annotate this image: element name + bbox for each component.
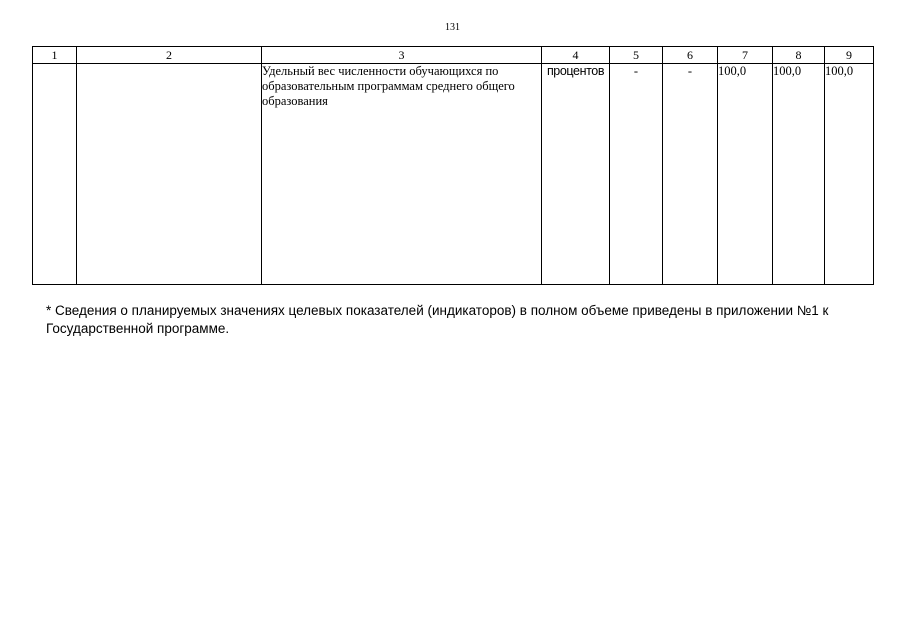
- cell-col1: [33, 64, 77, 285]
- cell-indicator-name: Удельный вес численности обучающихся по образовательным программам среднего общего образования: [262, 64, 542, 285]
- table-row: [33, 64, 874, 285]
- cell-col9: 100,0: [825, 64, 874, 285]
- column-header-4: 4: [542, 47, 610, 64]
- column-header-9: 9: [825, 47, 874, 64]
- cell-col2: [77, 64, 262, 285]
- cell-col7: 100,0: [718, 64, 773, 285]
- cell-unit: процентов: [542, 64, 610, 285]
- footnote: * Сведения о планируемых значениях целевых показателей (индикаторов) в полном объеме приведены в приложении №1 к Государственной программе.: [46, 303, 829, 336]
- cell-col6: -: [663, 64, 718, 285]
- column-header-2: 2: [77, 47, 262, 64]
- column-header-3: 3: [262, 47, 542, 64]
- column-header-8: 8: [773, 47, 825, 64]
- column-header-7: 7: [718, 47, 773, 64]
- column-header-5: 5: [610, 47, 663, 64]
- cell-col8: 100,0: [773, 64, 825, 285]
- cell-col5: -: [610, 64, 663, 285]
- column-header-1: 1: [33, 47, 77, 64]
- column-header-6: 6: [663, 47, 718, 64]
- indicators-table: [32, 46, 874, 285]
- table-header-row: [33, 47, 874, 64]
- page-number: 131: [445, 22, 460, 33]
